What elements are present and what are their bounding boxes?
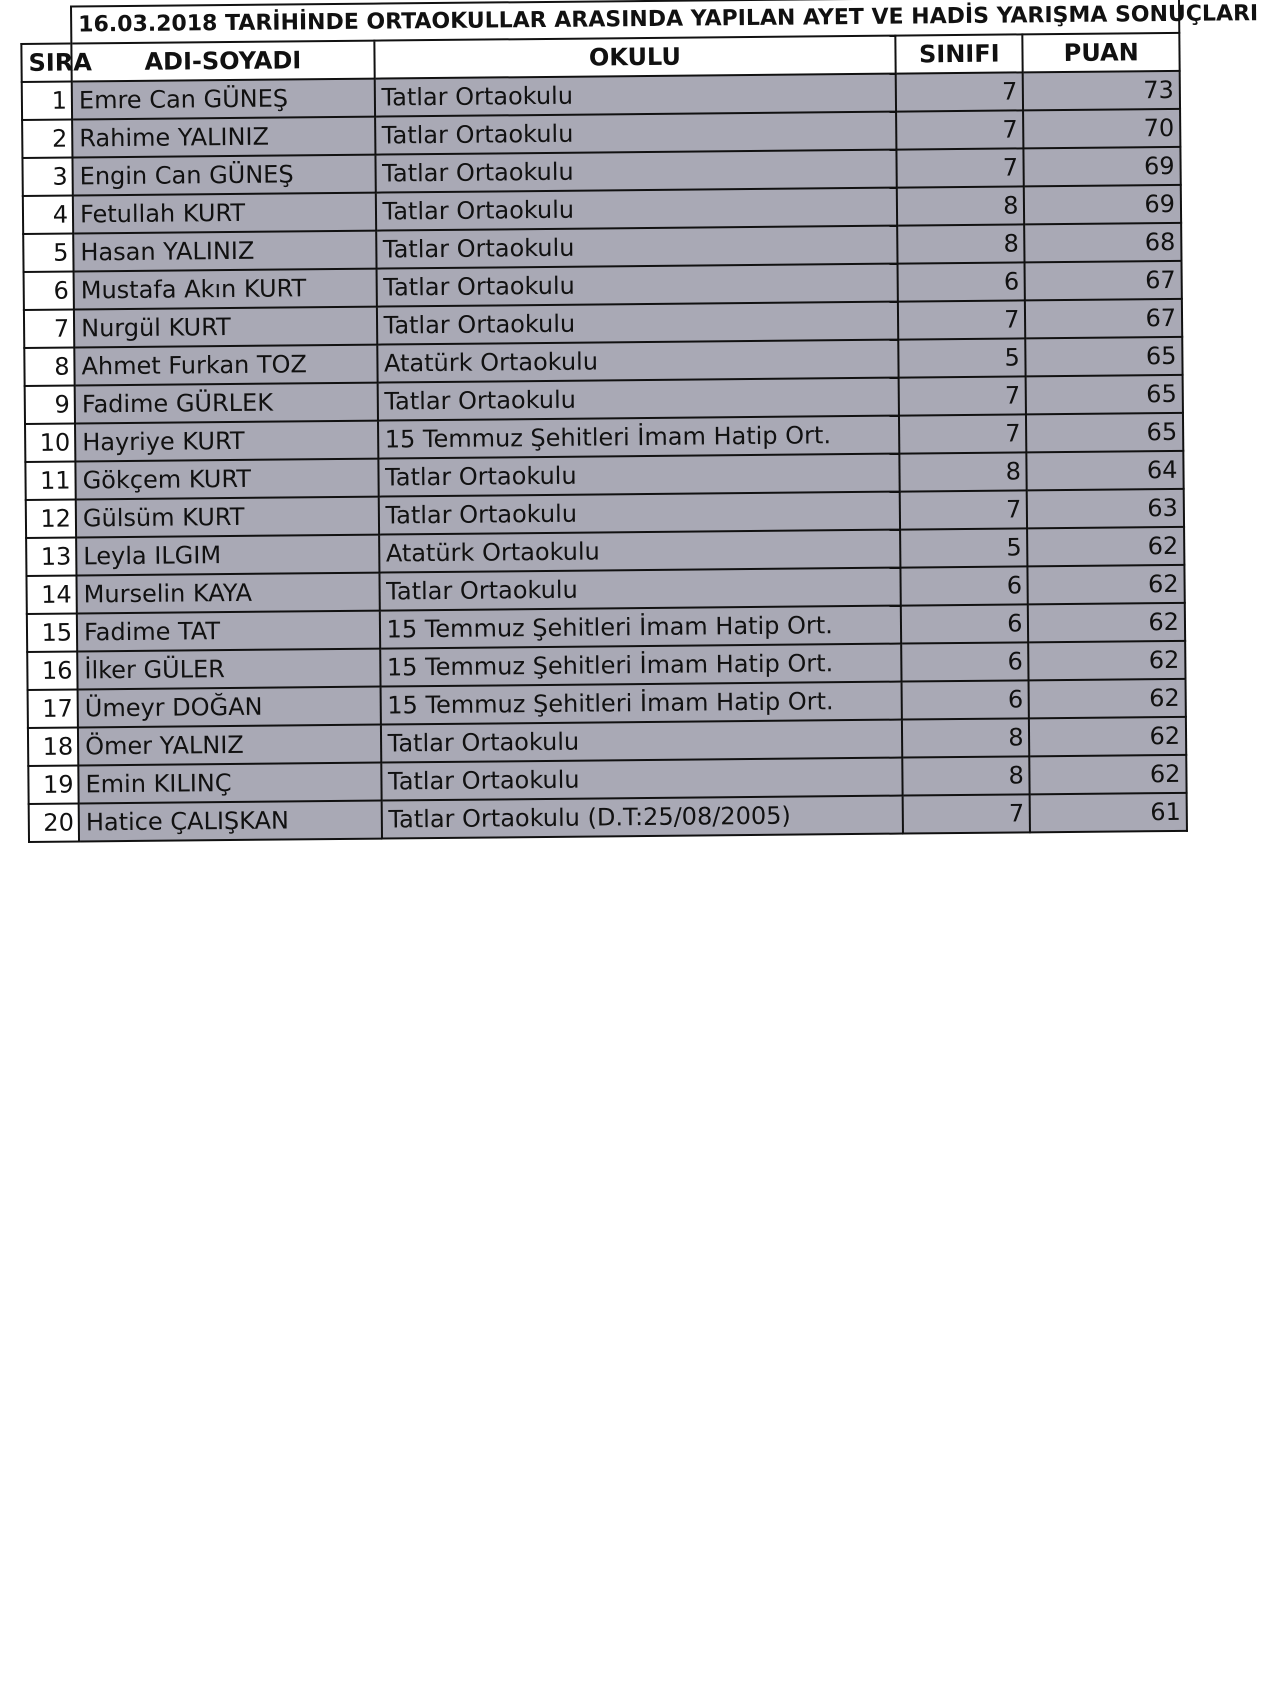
- row-name: Ömer YALNIZ: [78, 725, 381, 766]
- row-grade: 6: [901, 642, 1029, 681]
- row-score: 62: [1029, 679, 1186, 719]
- row-sira: 17: [28, 689, 78, 727]
- row-grade: 8: [900, 452, 1028, 491]
- row-name: Hatice ÇALIŞKAN: [79, 801, 382, 842]
- row-grade: 5: [898, 338, 1026, 377]
- row-sira: 7: [24, 309, 74, 347]
- row-sira: 14: [26, 575, 76, 613]
- row-sira: 16: [27, 651, 77, 689]
- row-school: Tatlar Ortaokulu: [381, 720, 903, 763]
- document-title: 16.03.2018 TARİHİNDE ORTAOKULLAR ARASINDA YAPILAN AYET VE HADİS YARIŞMA SONUÇLARI: [71, 0, 1179, 44]
- row-grade: 5: [900, 528, 1028, 567]
- row-school: 15 Temmuz Şehitleri İmam Hatip Ort.: [378, 416, 900, 459]
- row-sira: 15: [27, 613, 77, 651]
- row-school: Tatlar Ortaokulu: [375, 112, 897, 155]
- row-school: Tatlar Ortaokulu: [374, 74, 896, 117]
- row-sira: 4: [23, 196, 73, 234]
- row-grade: 7: [896, 110, 1024, 149]
- row-school: Tatlar Ortaokulu: [375, 150, 897, 193]
- row-grade: 7: [900, 490, 1028, 529]
- row-name: Fetullah KURT: [73, 193, 376, 234]
- row-name: Hasan YALINIZ: [73, 231, 376, 272]
- row-sira: 20: [29, 803, 79, 841]
- row-grade: 6: [901, 604, 1029, 643]
- row-sira: 10: [25, 423, 75, 461]
- row-school: 15 Temmuz Şehitleri İmam Hatip Ort.: [380, 644, 902, 687]
- row-school: Tatlar Ortaokulu: [378, 454, 900, 497]
- row-school: Tatlar Ortaokulu (D.T:25/08/2005): [381, 796, 903, 839]
- header-score: PUAN: [1023, 33, 1180, 73]
- row-sira: 3: [22, 158, 72, 196]
- row-score: 67: [1025, 261, 1182, 301]
- row-score: 62: [1029, 717, 1186, 757]
- row-sira: 1: [22, 82, 72, 120]
- row-grade: 6: [898, 262, 1026, 301]
- row-name: Leyla ILGIM: [76, 535, 379, 576]
- row-score: 73: [1023, 71, 1180, 111]
- row-school: Atatürk Ortaokulu: [379, 530, 901, 573]
- row-sira: 6: [24, 271, 74, 309]
- results-sheet: [20, 0, 1259, 843]
- row-score: 62: [1029, 641, 1186, 681]
- row-name: Emre Can GÜNEŞ: [72, 79, 375, 120]
- row-name: Hayriye KURT: [75, 421, 378, 462]
- row-school: 15 Temmuz Şehitleri İmam Hatip Ort.: [379, 606, 901, 649]
- row-name: Murselin KAYA: [77, 573, 380, 614]
- row-name: Fadime GÜRLEK: [75, 383, 378, 424]
- row-sira: 11: [25, 461, 75, 499]
- row-school: 15 Temmuz Şehitleri İmam Hatip Ort.: [380, 682, 902, 725]
- row-name: Engin Can GÜNEŞ: [73, 155, 376, 196]
- row-grade: 7: [899, 414, 1027, 453]
- row-grade: 7: [899, 376, 1027, 415]
- row-grade: 7: [896, 72, 1024, 111]
- row-name: Mustafa Akın KURT: [74, 269, 377, 310]
- row-sira: 12: [26, 499, 76, 537]
- row-name: Ahmet Furkan TOZ: [74, 345, 377, 386]
- row-sira: 8: [24, 347, 74, 385]
- row-school: Tatlar Ortaokulu: [377, 378, 899, 421]
- row-school: Tatlar Ortaokulu: [375, 188, 897, 231]
- row-sira: 9: [25, 385, 75, 423]
- row-name: Gülsüm KURT: [76, 497, 379, 538]
- row-school: Tatlar Ortaokulu: [376, 226, 898, 269]
- row-grade: 7: [898, 300, 1026, 339]
- row-grade: 8: [902, 756, 1030, 795]
- row-score: 69: [1024, 147, 1181, 187]
- row-school: Tatlar Ortaokulu: [381, 758, 903, 801]
- row-name: Rahime YALINIZ: [72, 117, 375, 158]
- row-name: Emin KILINÇ: [78, 763, 381, 804]
- row-school: Atatürk Ortaokulu: [377, 340, 899, 383]
- row-school: Tatlar Ortaokulu: [376, 264, 898, 307]
- row-school: Tatlar Ortaokulu: [378, 492, 900, 535]
- row-sira: 18: [28, 727, 78, 765]
- row-grade: 7: [897, 148, 1025, 187]
- row-score: 64: [1027, 451, 1184, 491]
- header-name: ADI-SOYADI: [71, 41, 374, 82]
- row-name: Nurgül KURT: [74, 307, 377, 348]
- row-sira: 2: [22, 120, 72, 158]
- row-sira: 5: [23, 233, 73, 271]
- row-sira: 19: [28, 765, 78, 803]
- row-score: 62: [1028, 603, 1185, 643]
- row-name: Ümeyr DOĞAN: [78, 687, 381, 728]
- row-score: 61: [1030, 793, 1187, 833]
- row-score: 69: [1024, 185, 1181, 225]
- corner-blank: [21, 7, 71, 44]
- row-grade: 7: [903, 794, 1031, 833]
- header-school: OKULU: [374, 36, 896, 79]
- row-score: 62: [1030, 755, 1187, 795]
- row-score: 65: [1026, 337, 1183, 377]
- row-name: İlker GÜLER: [77, 649, 380, 690]
- row-score: 62: [1028, 527, 1185, 567]
- row-grade: 8: [897, 186, 1025, 225]
- row-sira: 13: [26, 537, 76, 575]
- row-grade: 8: [897, 224, 1025, 263]
- row-school: Tatlar Ortaokulu: [376, 302, 898, 345]
- header-sira: SIRA: [21, 44, 71, 82]
- row-score: 70: [1024, 109, 1181, 149]
- row-grade: 8: [902, 718, 1030, 757]
- row-score: 67: [1025, 299, 1182, 339]
- row-grade: 6: [902, 680, 1030, 719]
- row-score: 63: [1027, 489, 1184, 529]
- row-score: 65: [1026, 413, 1183, 453]
- results-table: [20, 0, 1259, 843]
- row-score: 62: [1028, 565, 1185, 605]
- row-grade: 6: [901, 566, 1029, 605]
- row-score: 65: [1026, 375, 1183, 415]
- header-grade: SINIFI: [896, 34, 1024, 73]
- row-school: Tatlar Ortaokulu: [379, 568, 901, 611]
- row-name: Gökçem KURT: [75, 459, 378, 500]
- row-score: 68: [1025, 223, 1182, 263]
- row-name: Fadime TAT: [77, 611, 380, 652]
